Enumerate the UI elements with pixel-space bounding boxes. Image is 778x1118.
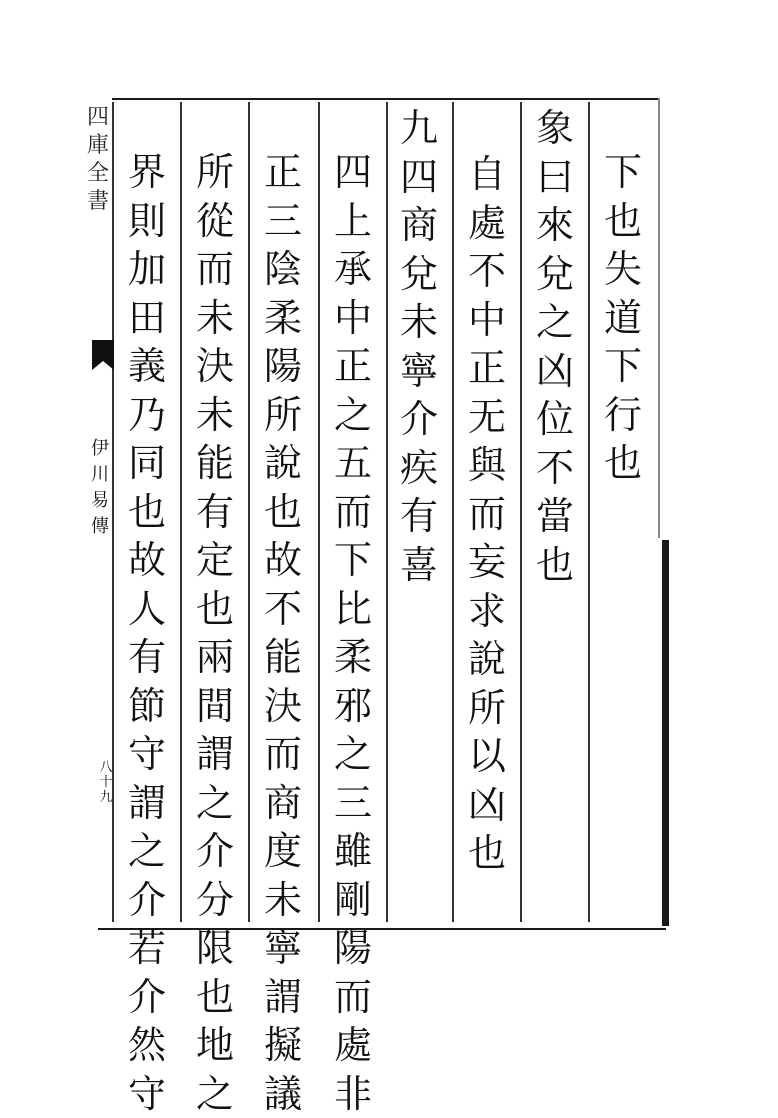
text-char: 也 bbox=[258, 488, 308, 537]
text-char: 說 bbox=[258, 439, 308, 488]
text-char: 當 bbox=[530, 492, 580, 541]
text-char: 行 bbox=[598, 391, 648, 440]
text-char: 以 bbox=[462, 732, 512, 781]
text-char: 間 bbox=[190, 682, 240, 731]
text-char: 加 bbox=[122, 245, 172, 294]
text-column-8 bbox=[122, 148, 172, 1118]
text-char: 也 bbox=[598, 439, 648, 488]
page-number-char: 九 bbox=[99, 790, 112, 805]
text-column-1 bbox=[598, 148, 648, 488]
text-char: 正 bbox=[258, 148, 308, 197]
text-char: 非 bbox=[328, 1070, 378, 1118]
margin-series-title bbox=[86, 104, 110, 216]
text-char: 曰 bbox=[530, 153, 580, 202]
text-char: 從 bbox=[190, 197, 240, 246]
text-char: 中 bbox=[328, 294, 378, 343]
text-char: 五 bbox=[328, 439, 378, 488]
text-char: 謂 bbox=[122, 779, 172, 828]
text-char: 而 bbox=[328, 488, 378, 537]
text-char: 守 bbox=[122, 1070, 172, 1118]
text-char: 謂 bbox=[258, 973, 308, 1022]
text-char: 然 bbox=[122, 1021, 172, 1070]
text-column-4 bbox=[394, 104, 444, 589]
text-char: 所 bbox=[190, 148, 240, 197]
text-char: 九 bbox=[394, 104, 444, 153]
margin-title-char: 四 bbox=[87, 104, 109, 132]
text-char: 介 bbox=[394, 395, 444, 444]
text-char: 未 bbox=[190, 294, 240, 343]
column-separator bbox=[588, 102, 590, 922]
column-separator bbox=[318, 102, 320, 922]
margin-book-char: 川 bbox=[91, 462, 109, 488]
text-char: 三 bbox=[258, 197, 308, 246]
text-char: 求 bbox=[462, 587, 512, 636]
page-number-char: 八 bbox=[99, 760, 112, 775]
text-char: 也 bbox=[190, 585, 240, 634]
text-char: 柔 bbox=[328, 633, 378, 682]
text-char: 之 bbox=[190, 779, 240, 828]
text-char: 來 bbox=[530, 201, 580, 250]
text-char: 商 bbox=[258, 779, 308, 828]
text-char: 承 bbox=[328, 245, 378, 294]
text-char: 節 bbox=[122, 682, 172, 731]
text-char: 不 bbox=[530, 444, 580, 493]
text-column-5 bbox=[328, 148, 378, 1118]
text-char: 陽 bbox=[258, 342, 308, 391]
margin-title-char: 全 bbox=[87, 160, 109, 188]
text-char: 守 bbox=[122, 730, 172, 779]
text-char: 能 bbox=[258, 633, 308, 682]
text-char: 不 bbox=[258, 585, 308, 634]
text-char: 義 bbox=[122, 342, 172, 391]
text-char: 故 bbox=[122, 536, 172, 585]
text-char: 未 bbox=[190, 391, 240, 440]
margin-title-char: 書 bbox=[87, 188, 109, 216]
page-number bbox=[98, 760, 114, 805]
margin-book-char: 傳 bbox=[91, 514, 109, 540]
text-char: 之 bbox=[190, 1070, 240, 1118]
text-char: 與 bbox=[462, 441, 512, 490]
text-char: 能 bbox=[190, 439, 240, 488]
text-char: 寧 bbox=[258, 924, 308, 973]
text-char: 三 bbox=[328, 779, 378, 828]
text-char: 擬 bbox=[258, 1021, 308, 1070]
text-char: 四 bbox=[328, 148, 378, 197]
text-char: 商 bbox=[394, 201, 444, 250]
text-char: 所 bbox=[462, 684, 512, 733]
text-char: 之 bbox=[530, 298, 580, 347]
text-char: 柔 bbox=[258, 294, 308, 343]
text-char: 上 bbox=[328, 197, 378, 246]
column-separator bbox=[248, 102, 250, 922]
text-char: 處 bbox=[462, 199, 512, 248]
text-char: 度 bbox=[258, 827, 308, 876]
text-char: 定 bbox=[190, 536, 240, 585]
text-char: 陽 bbox=[328, 924, 378, 973]
text-char: 兌 bbox=[394, 250, 444, 299]
text-char: 下 bbox=[598, 148, 648, 197]
text-char: 喜 bbox=[394, 541, 444, 590]
margin-book-char: 伊 bbox=[91, 436, 109, 462]
text-char: 四 bbox=[394, 153, 444, 202]
text-char: 中 bbox=[462, 296, 512, 345]
text-char: 而 bbox=[190, 245, 240, 294]
text-column-7 bbox=[190, 148, 240, 1118]
text-char: 邪 bbox=[328, 682, 378, 731]
text-column-6 bbox=[258, 148, 308, 1118]
column-separator bbox=[452, 102, 454, 922]
text-char: 未 bbox=[258, 876, 308, 925]
text-char: 兩 bbox=[190, 633, 240, 682]
text-char: 之 bbox=[328, 391, 378, 440]
text-char: 未 bbox=[394, 298, 444, 347]
column-separator bbox=[520, 102, 522, 922]
text-char: 正 bbox=[462, 344, 512, 393]
text-char: 有 bbox=[190, 488, 240, 537]
text-char: 同 bbox=[122, 439, 172, 488]
frame-top-line bbox=[112, 98, 660, 100]
text-char: 道 bbox=[598, 294, 648, 343]
text-char: 介 bbox=[122, 876, 172, 925]
text-char: 而 bbox=[258, 730, 308, 779]
text-char: 也 bbox=[462, 829, 512, 878]
text-char: 說 bbox=[462, 635, 512, 684]
frame-bottom-line bbox=[98, 928, 666, 930]
text-char: 界 bbox=[122, 148, 172, 197]
text-char: 人 bbox=[122, 585, 172, 634]
text-char: 正 bbox=[328, 342, 378, 391]
margin-title-char: 庫 bbox=[87, 132, 109, 160]
text-char: 雖 bbox=[328, 827, 378, 876]
text-char: 處 bbox=[328, 1021, 378, 1070]
text-char: 陰 bbox=[258, 245, 308, 294]
page-number-char: 十 bbox=[99, 775, 112, 790]
text-char: 限 bbox=[190, 924, 240, 973]
text-char: 兌 bbox=[530, 250, 580, 299]
column-separator bbox=[386, 102, 388, 922]
fish-tail-mark bbox=[92, 340, 114, 370]
text-char: 比 bbox=[328, 585, 378, 634]
text-char: 凶 bbox=[462, 781, 512, 830]
text-char: 之 bbox=[328, 730, 378, 779]
text-char: 田 bbox=[122, 294, 172, 343]
text-column-2 bbox=[530, 104, 580, 589]
text-char: 介 bbox=[190, 827, 240, 876]
text-char: 凶 bbox=[530, 347, 580, 396]
text-char: 剛 bbox=[328, 876, 378, 925]
text-char: 象 bbox=[530, 104, 580, 153]
text-char: 議 bbox=[258, 1070, 308, 1118]
text-char: 地 bbox=[190, 1021, 240, 1070]
text-char: 決 bbox=[190, 342, 240, 391]
text-char: 有 bbox=[122, 633, 172, 682]
text-char: 失 bbox=[598, 245, 648, 294]
text-char: 无 bbox=[462, 393, 512, 442]
text-char: 下 bbox=[598, 342, 648, 391]
text-char: 決 bbox=[258, 682, 308, 731]
margin-book-title bbox=[90, 436, 110, 540]
text-char: 乃 bbox=[122, 391, 172, 440]
text-char: 疾 bbox=[394, 444, 444, 493]
text-char: 自 bbox=[462, 150, 512, 199]
text-char: 位 bbox=[530, 395, 580, 444]
text-char: 寧 bbox=[394, 347, 444, 396]
text-column-3 bbox=[462, 150, 512, 878]
text-char: 所 bbox=[258, 391, 308, 440]
text-char: 介 bbox=[122, 973, 172, 1022]
text-char: 也 bbox=[190, 973, 240, 1022]
frame-right-line bbox=[658, 98, 660, 538]
text-char: 之 bbox=[122, 827, 172, 876]
text-char: 下 bbox=[328, 536, 378, 585]
text-char: 則 bbox=[122, 197, 172, 246]
text-char: 也 bbox=[598, 197, 648, 246]
text-char: 妄 bbox=[462, 538, 512, 587]
text-char: 分 bbox=[190, 876, 240, 925]
text-char: 不 bbox=[462, 247, 512, 296]
text-char: 謂 bbox=[190, 730, 240, 779]
column-separator bbox=[180, 102, 182, 922]
text-char: 有 bbox=[394, 492, 444, 541]
text-char: 若 bbox=[122, 924, 172, 973]
text-char: 而 bbox=[328, 973, 378, 1022]
text-char: 也 bbox=[122, 488, 172, 537]
margin-book-char: 易 bbox=[91, 488, 109, 514]
text-char: 也 bbox=[530, 541, 580, 590]
frame-right-thick-line bbox=[662, 540, 669, 926]
text-char: 故 bbox=[258, 536, 308, 585]
text-char: 而 bbox=[462, 490, 512, 539]
